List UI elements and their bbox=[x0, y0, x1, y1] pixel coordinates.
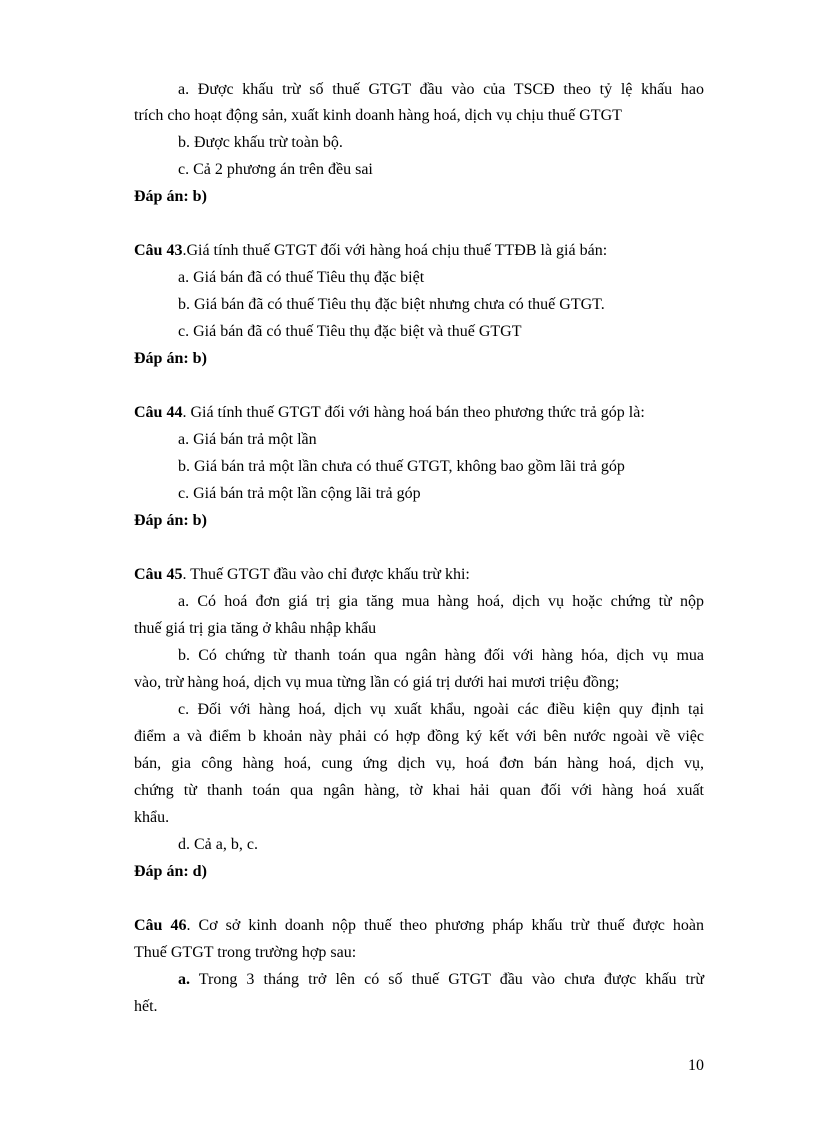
question-44-label: Câu 44 bbox=[134, 404, 183, 421]
prev-option-c: c. Cả 2 phương án trên đều sai bbox=[178, 161, 373, 178]
question-45-option-c-line5: khẩu. bbox=[134, 809, 170, 826]
question-45 bbox=[134, 565, 470, 585]
question-46-option-a-text: Trong 3 tháng trở lên có số thuế GTGT đầu vào chưa được khấu trừ bbox=[190, 971, 704, 988]
prev-answer: Đáp án: b) bbox=[134, 188, 207, 205]
question-46 bbox=[134, 916, 704, 936]
question-45-label: Câu 45 bbox=[134, 566, 183, 583]
question-45-option-a-line1: a. Có hoá đơn giá trị gia tăng mua hàng hoá, dịch vụ hoặc chứng từ nộp bbox=[178, 593, 704, 610]
question-43 bbox=[134, 241, 607, 261]
question-45-text: . Thuế GTGT đầu vào chỉ được khấu trừ khi: bbox=[182, 566, 470, 583]
prev-option-a-line2: trích cho hoạt động sản, xuất kinh doanh hàng hoá, dịch vụ chịu thuế GTGT bbox=[134, 107, 622, 124]
question-43-option-c: c. Giá bán đã có thuế Tiêu thụ đặc biệt và thuế GTGT bbox=[178, 323, 522, 340]
question-44-answer: Đáp án: b) bbox=[134, 512, 207, 529]
question-45-option-c-line1: c. Đối với hàng hoá, dịch vụ xuất khẩu, ngoài các điều kiện quy định tại bbox=[178, 701, 704, 718]
question-43-option-b: b. Giá bán đã có thuế Tiêu thụ đặc biệt nhưng chưa có thuế GTGT. bbox=[178, 296, 605, 313]
question-45-option-d: d. Cả a, b, c. bbox=[178, 836, 258, 853]
question-45-option-b-line1: b. Có chứng từ thanh toán qua ngân hàng đối với hàng hóa, dịch vụ mua bbox=[178, 647, 704, 664]
question-44-text: . Giá tính thuế GTGT đối với hàng hoá bán theo phương thức trả góp là: bbox=[182, 404, 645, 421]
question-46-option-a-line2: hết. bbox=[134, 998, 158, 1015]
question-45-option-c-line2: điểm a và điểm b khoản này phải có hợp đồng ký kết với bên nước ngoài về việc bbox=[134, 728, 704, 745]
question-44-option-a: a. Giá bán trả một lần bbox=[178, 431, 317, 448]
prev-option-a-line1: a. Được khấu trừ số thuế GTGT đầu vào của TSCĐ theo tỷ lệ khấu hao bbox=[178, 81, 704, 98]
question-45-option-c-line3: bán, gia công hàng hoá, cung ứng dịch vụ, hoá đơn bán hàng hoá, dịch vụ, bbox=[134, 755, 704, 772]
question-46-text-line2: Thuế GTGT trong trường hợp sau: bbox=[134, 944, 357, 961]
question-44 bbox=[134, 403, 645, 423]
question-46-option-a-marker: a. bbox=[178, 971, 190, 988]
question-45-answer: Đáp án: d) bbox=[134, 863, 207, 880]
question-45-option-a-line2: thuế giá trị gia tăng ở khâu nhập khẩu bbox=[134, 620, 377, 637]
question-45-option-c-line4: chứng từ thanh toán qua ngân hàng, tờ khai hải quan đối với hàng hoá xuất bbox=[134, 782, 704, 799]
question-44-option-c: c. Giá bán trả một lần cộng lãi trả góp bbox=[178, 485, 421, 502]
question-46-label: Câu 46 bbox=[134, 917, 187, 934]
question-43-answer: Đáp án: b) bbox=[134, 350, 207, 367]
question-43-option-a: a. Giá bán đã có thuế Tiêu thụ đặc biệt bbox=[178, 269, 425, 286]
page-number: 10 bbox=[688, 1057, 704, 1074]
question-46-option-a-line1 bbox=[178, 970, 704, 990]
prev-option-b: b. Được khấu trừ toàn bộ. bbox=[178, 134, 343, 151]
question-43-label: Câu 43 bbox=[134, 242, 183, 259]
question-45-option-b-line2: vào, trừ hàng hoá, dịch vụ mua từng lần có giá trị dưới hai mươi triệu đồng; bbox=[134, 674, 620, 691]
question-44-option-b: b. Giá bán trả một lần chưa có thuế GTGT, không bao gồm lãi trả góp bbox=[178, 458, 625, 475]
question-43-text: .Giá tính thuế GTGT đối với hàng hoá chịu thuế TTĐB là giá bán: bbox=[182, 242, 608, 259]
question-46-text-line1: . Cơ sở kinh doanh nộp thuế theo phương pháp khấu trừ thuế được hoàn bbox=[186, 917, 705, 934]
